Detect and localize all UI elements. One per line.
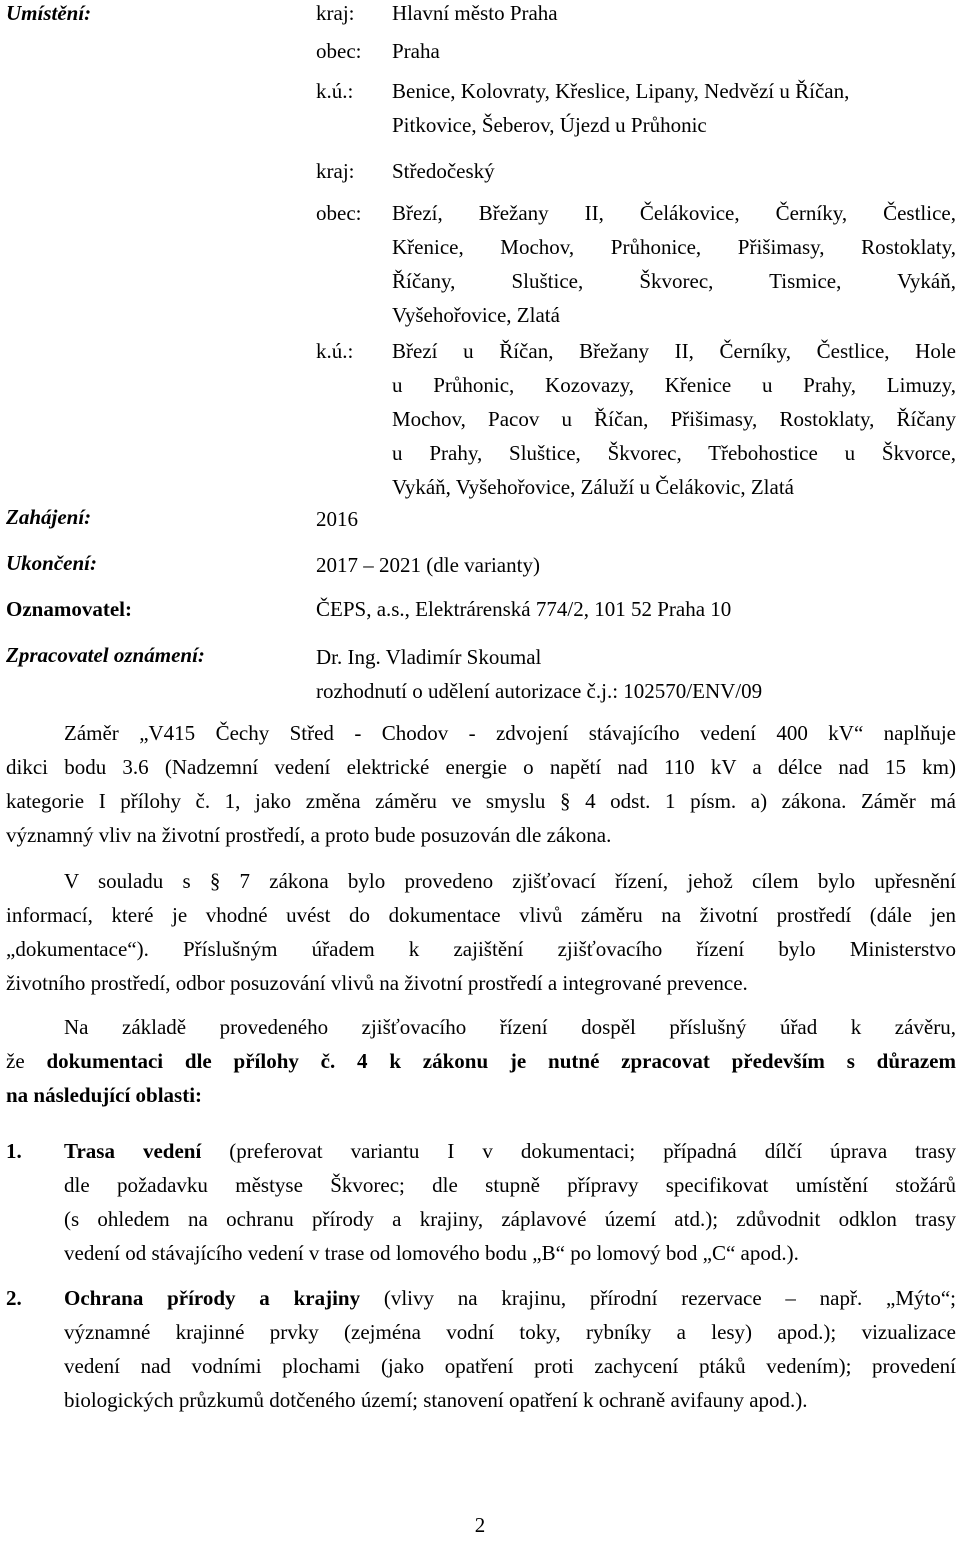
text-line: Vykáň, Vyšehořovice, Záluží u Čelákovic, Zlatá <box>392 475 794 499</box>
list-item-title: Ochrana přírody a krajiny <box>64 1286 361 1310</box>
text-normal: že <box>6 1049 47 1073</box>
stredocesky-obec-label: obec: <box>316 201 362 225</box>
text-line: Březí, Břežany II, Čelákovice, Černíky, Čestlice, <box>392 201 956 225</box>
text-line: Říčany, Sluštice, Škvorec, Tismice, Vykáň, <box>392 269 956 293</box>
text-line: Březí u Říčan, Břežany II, Černíky, Čestlice, Hole <box>392 339 956 363</box>
zpracovatel-label: Zpracovatel oznámení: <box>6 643 205 667</box>
text-line: významný vliv na životní prostředí, a proto bude posuzován dle zákona. <box>6 823 612 847</box>
text-normal: (preferovat variantu I v dokumentaci; případná dílčí úprava trasy <box>201 1139 956 1163</box>
text-bold: dokumentaci dle přílohy č. 4 k zákonu je nutné zpracovat především s důrazem <box>46 1049 956 1073</box>
text-line: významné krajinné prvky (zejména vodní toky, rybníky a lesy) apod.); vizualizace <box>64 1320 956 1344</box>
text-line: Pitkovice, Šeberov, Újezd u Průhonic <box>392 113 707 137</box>
oznamovatel-label: Oznamovatel: <box>6 597 132 621</box>
stredocesky-ku-value <box>392 334 956 504</box>
praha-obec-label: obec: <box>316 39 362 63</box>
text-line: u Průhonic, Kozovazy, Křenice u Prahy, Limuzy, <box>392 373 956 397</box>
text-line <box>64 1281 956 1315</box>
paragraph-zamer <box>6 716 956 852</box>
text-line: Benice, Kolovraty, Křeslice, Lipany, Nedvězí u Říčan, <box>392 79 850 103</box>
list-item-title: Trasa vedení <box>64 1139 202 1163</box>
stredocesky-kraj-label: kraj: <box>316 159 355 183</box>
stredocesky-obec-value <box>392 196 956 332</box>
praha-ku-label: k.ú.: <box>316 79 354 103</box>
praha-ku-value <box>392 74 956 142</box>
text-line: vedení nad vodními plochami (jako opatření proti zachycení ptáků vedením); provedení <box>64 1354 956 1378</box>
list-item-number: 2. <box>6 1286 22 1310</box>
text-line: informací, které je vhodné uvést do dokumentace vlivů záměru na životní prostředí (dále jen <box>6 903 956 927</box>
ukonceni-value: 2017 – 2021 (dle varianty) <box>316 553 540 577</box>
text-line: Záměr „V415 Čechy Střed - Chodov - zdvojení stávajícího vedení 400 kV“ naplňuje <box>64 721 956 745</box>
text-line: rozhodnutí o udělení autorizace č.j.: 102570/ENV/09 <box>316 679 763 703</box>
stredocesky-kraj-value: Středočeský <box>392 159 495 183</box>
text-line: Vyšehořovice, Zlatá <box>392 303 560 327</box>
text-line: na následující oblasti: <box>6 1083 203 1107</box>
list-item-ochrana-prirody <box>64 1281 956 1417</box>
oznamovatel-value: ČEPS, a.s., Elektrárenská 774/2, 101 52 Praha 10 <box>316 597 732 621</box>
text-line: Křenice, Mochov, Průhonice, Přišimasy, Rostoklaty, <box>392 235 956 259</box>
paragraph-zaver <box>6 1010 956 1112</box>
praha-kraj-label: kraj: <box>316 1 355 25</box>
paragraph-zjistovaci-rizeni <box>6 864 956 1000</box>
page-number: 2 <box>474 1513 486 1537</box>
text-line: Dr. Ing. Vladimír Skoumal <box>316 645 542 669</box>
text-line: V souladu s § 7 zákona bylo provedeno zjišťovací řízení, jehož cílem bylo upřesnění <box>64 869 956 893</box>
zpracovatel-value <box>316 640 762 708</box>
text-line: Mochov, Pacov u Říčan, Přišimasy, Rostoklaty, Říčany <box>392 407 956 431</box>
text-line: dikci bodu 3.6 (Nadzemní vedení elektrické energie o napětí nad 110 kV a délce nad 15 km) <box>6 755 956 779</box>
text-line: vedení od stávajícího vedení v trase od lomového bodu „B“ po lomový bod „C“ apod.). <box>64 1241 799 1265</box>
text-line: životního prostředí, odbor posuzování vlivů na životní prostředí a integrované prevence. <box>6 971 748 995</box>
praha-kraj-value: Hlavní město Praha <box>392 1 558 25</box>
text-line: dle požadavku městyse Škvorec; dle stupně přípravy specifikovat umístění stožárů <box>64 1173 956 1197</box>
list-item-number: 1. <box>6 1139 22 1163</box>
text-line: „dokumentace“). Příslušným úřadem k zajištění zjišťovacího řízení bylo Ministerstvo <box>6 937 956 961</box>
text-line <box>6 1044 956 1078</box>
text-normal: (vlivy na krajinu, přírodní rezervace – např. „Mýto“; <box>360 1286 956 1310</box>
text-line <box>64 1134 956 1168</box>
text-line: u Prahy, Sluštice, Škvorec, Třebohostice u Škvorce, <box>392 441 956 465</box>
praha-obec-value: Praha <box>392 39 440 63</box>
text-line: kategorie I přílohy č. 1, jako změna záměru ve smyslu § 4 odst. 1 písm. a) zákona. Záměr má <box>6 789 956 813</box>
zahajeni-label: Zahájení: <box>6 505 92 529</box>
umisteni-label: Umístění: <box>6 1 92 25</box>
list-item-trasa-vedeni <box>64 1134 956 1270</box>
text-line: biologických průzkumů dotčeného území; stanovení opatření k ochraně avifauny apod.). <box>64 1388 808 1412</box>
zahajeni-value: 2016 <box>316 507 358 531</box>
text-line: (s ohledem na ochranu přírody a krajiny, záplavové území atd.); zdůvodnit odklon trasy <box>64 1207 956 1231</box>
stredocesky-ku-label: k.ú.: <box>316 339 354 363</box>
ukonceni-label: Ukončení: <box>6 551 97 575</box>
text-line: Na základě provedeného zjišťovacího řízení dospěl příslušný úřad k závěru, <box>64 1015 956 1039</box>
